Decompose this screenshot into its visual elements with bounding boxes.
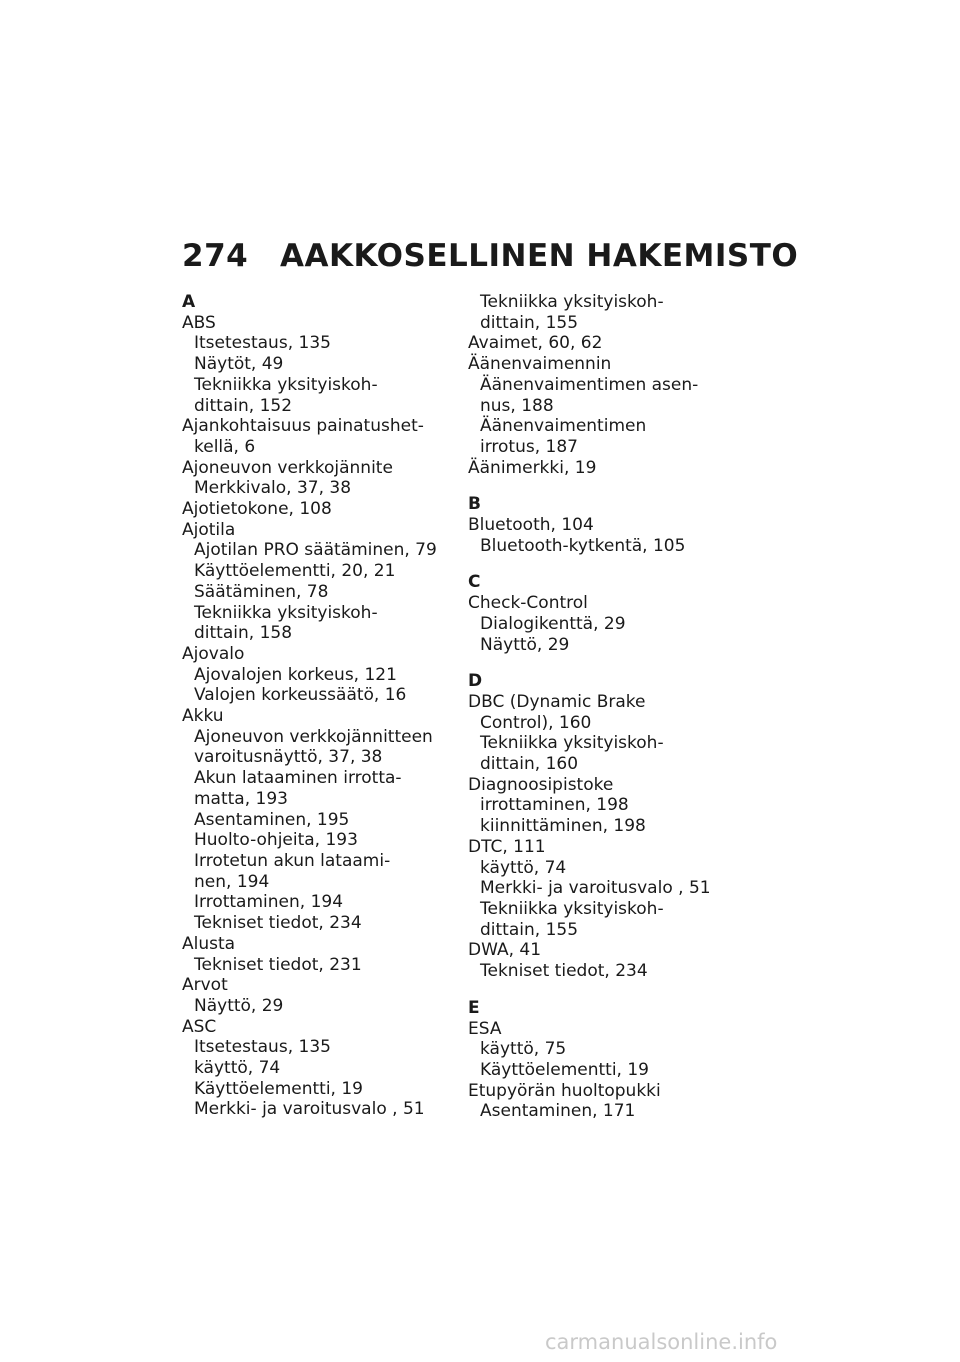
index-entry: Merkki- ja varoitusvalo , 51 xyxy=(194,1099,425,1120)
index-entry: Akun lataaminen irrotta- xyxy=(194,768,402,789)
index-entry: Tekniset tiedot, 234 xyxy=(480,961,648,982)
index-entry: Avaimet, 60, 62 xyxy=(468,333,603,354)
index-entry: Käyttöelementti, 19 xyxy=(194,1078,363,1099)
index-entry: Ajankohtaisuus painatushet- xyxy=(182,416,424,437)
index-entry: Akku xyxy=(182,706,224,727)
index-entry: dittain, 155 xyxy=(480,919,579,940)
index-entry: Ajotilan PRO säätäminen, 79 xyxy=(194,540,437,561)
index-entry: Tekniikka yksityiskoh- xyxy=(480,898,664,919)
page-title: AAKKOSELLINEN HAKEMISTO xyxy=(280,238,799,274)
index-entry: Ajotietokone, 108 xyxy=(182,499,332,520)
index-entry: Ajotila xyxy=(182,519,236,540)
index-entry: käyttö, 75 xyxy=(480,1039,567,1060)
index-entry: Näyttö, 29 xyxy=(194,995,284,1016)
index-entry: Tekniikka yksityiskoh- xyxy=(194,602,378,623)
index-entry: dittain, 160 xyxy=(480,754,579,775)
index-entry: käyttö, 74 xyxy=(480,857,567,878)
index-letter-heading: D xyxy=(468,671,483,692)
index-entry: Diagnoosipistoke xyxy=(468,774,614,795)
index-entry: Control), 160 xyxy=(480,712,592,733)
index-entry: Check-Control xyxy=(468,593,588,614)
page-number: 274 xyxy=(182,238,249,274)
index-entry: Äänenvaimentimen asen- xyxy=(480,374,699,395)
index-entry: Ajoneuvon verkkojännite xyxy=(182,457,393,478)
index-entry: Tekniikka yksityiskoh- xyxy=(194,374,378,395)
index-entry: Etupyörän huoltopukki xyxy=(468,1080,661,1101)
index-entry: kellä, 6 xyxy=(194,436,256,457)
index-entry: kiinnittäminen, 198 xyxy=(480,816,646,837)
index-entry: Tekniikka yksityiskoh- xyxy=(480,733,664,754)
index-entry: Bluetooth, 104 xyxy=(468,515,594,536)
index-entry: Ajovalo xyxy=(182,643,245,664)
index-entry: nen, 194 xyxy=(194,871,270,892)
index-letter-heading: A xyxy=(182,292,196,312)
index-entry: Irrotetun akun lataami- xyxy=(194,850,391,871)
index-entry: Äänimerkki, 19 xyxy=(468,457,597,478)
index-entry: Bluetooth-kytkentä, 105 xyxy=(480,535,686,556)
index-column-right xyxy=(468,292,738,1122)
index-entry: Äänenvaimennin xyxy=(468,354,612,375)
index-entry: Arvot xyxy=(182,975,228,996)
index-entry: Käyttöelementti, 19 xyxy=(480,1059,649,1080)
index-entry: Ajoneuvon verkkojännitteen xyxy=(194,726,433,747)
index-entry: Tekniikka yksityiskoh- xyxy=(480,292,664,312)
index-entry: Itsetestaus, 135 xyxy=(194,333,331,354)
index-entry: Alusta xyxy=(182,933,236,954)
index-entry: Itsetestaus, 135 xyxy=(194,1037,331,1058)
index-entry: Äänenvaimentimen xyxy=(480,416,647,437)
index-entry: irrottaminen, 198 xyxy=(480,795,629,816)
index-entry: Tekniset tiedot, 234 xyxy=(194,913,362,934)
index-entry: dittain, 158 xyxy=(194,623,293,644)
page-header xyxy=(182,238,798,274)
index-entry: ESA xyxy=(468,1018,502,1039)
index-entry: Dialogikenttä, 29 xyxy=(480,613,626,634)
index-column-left xyxy=(182,292,452,1120)
index-entry: DBC (Dynamic Brake xyxy=(468,691,646,712)
index-entry: Asentaminen, 195 xyxy=(194,809,350,830)
index-entry: Merkki- ja varoitusvalo , 51 xyxy=(480,878,711,899)
index-entry: Merkkivalo, 37, 38 xyxy=(194,478,352,499)
watermark: carmanualsonline.info xyxy=(545,1330,778,1354)
index-entry: irrotus, 187 xyxy=(480,436,578,457)
index-entry: Näyttö, 29 xyxy=(480,634,570,655)
index-letter-heading: C xyxy=(468,572,481,593)
index-entry: Irrottaminen, 194 xyxy=(194,892,344,913)
index-entry: Käyttöelementti, 20, 21 xyxy=(194,561,396,582)
index-entry: DWA, 41 xyxy=(468,940,542,961)
index-letter-heading: B xyxy=(468,494,481,515)
index-entry: matta, 193 xyxy=(194,788,288,809)
index-entry: Huolto-ohjeita, 193 xyxy=(194,830,358,851)
index-entry: dittain, 152 xyxy=(194,395,293,416)
index-entry: nus, 188 xyxy=(480,395,554,416)
index-entry: Säätäminen, 78 xyxy=(194,581,329,602)
index-entry: Ajovalojen korkeus, 121 xyxy=(194,664,397,685)
index-entry: ABS xyxy=(182,312,216,333)
index-entry: DTC, 111 xyxy=(468,836,546,857)
index-entry: dittain, 155 xyxy=(480,312,579,333)
index-entry: Asentaminen, 171 xyxy=(480,1101,636,1122)
index-entry: Näytöt, 49 xyxy=(194,354,284,375)
index-letter-heading: E xyxy=(468,997,480,1018)
index-entry: ASC xyxy=(182,1016,217,1037)
index-entry: Valojen korkeussäätö, 16 xyxy=(194,685,407,706)
index-entry: käyttö, 74 xyxy=(194,1058,281,1079)
index-entry: varoitusnäyttö, 37, 38 xyxy=(194,747,383,768)
index-entry: Tekniset tiedot, 231 xyxy=(194,954,362,975)
